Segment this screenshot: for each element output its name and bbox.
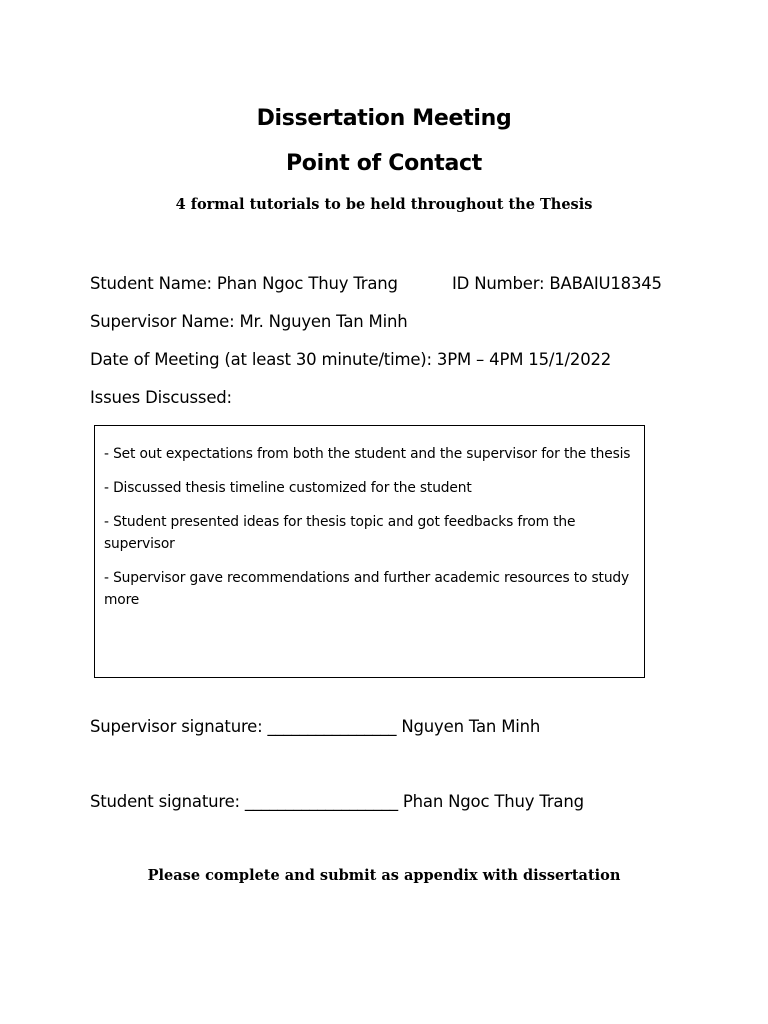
student-signature-line: Student signature: ___________________ Phan Ngoc Thuy Trang <box>90 792 584 811</box>
meeting-date-field: Date of Meeting (at least 30 minute/time): 3PM – 4PM 15/1/2022 <box>90 350 612 369</box>
document-title-secondary: Point of Contact <box>285 151 482 176</box>
issue-item: - Supervisor gave recommendations and further academic resources to study more <box>104 570 630 608</box>
issues-box <box>94 425 645 678</box>
id-number-field: ID Number: BABAIU18345 <box>452 274 662 293</box>
footer-note: Please complete and submit as appendix with dissertation <box>147 867 621 884</box>
document-subtitle: 4 formal tutorials to be held throughout the Thesis <box>175 196 593 213</box>
student-name-field: Student Name: Phan Ngoc Thuy Trang <box>90 274 398 293</box>
issue-item: - Set out expectations from both the student and the supervisor for the thesis <box>104 446 631 462</box>
issue-item: - Discussed thesis timeline customized for the student <box>104 480 472 496</box>
supervisor-name-field: Supervisor Name: Mr. Nguyen Tan Minh <box>90 312 408 331</box>
supervisor-signature-line: Supervisor signature: ________________ Nguyen Tan Minh <box>90 717 541 736</box>
issues-discussed-label: Issues Discussed: <box>90 388 232 407</box>
document-title: Dissertation Meeting <box>256 106 512 131</box>
issue-item: - Student presented ideas for thesis topic and got feedbacks from the supervisor <box>104 514 576 552</box>
